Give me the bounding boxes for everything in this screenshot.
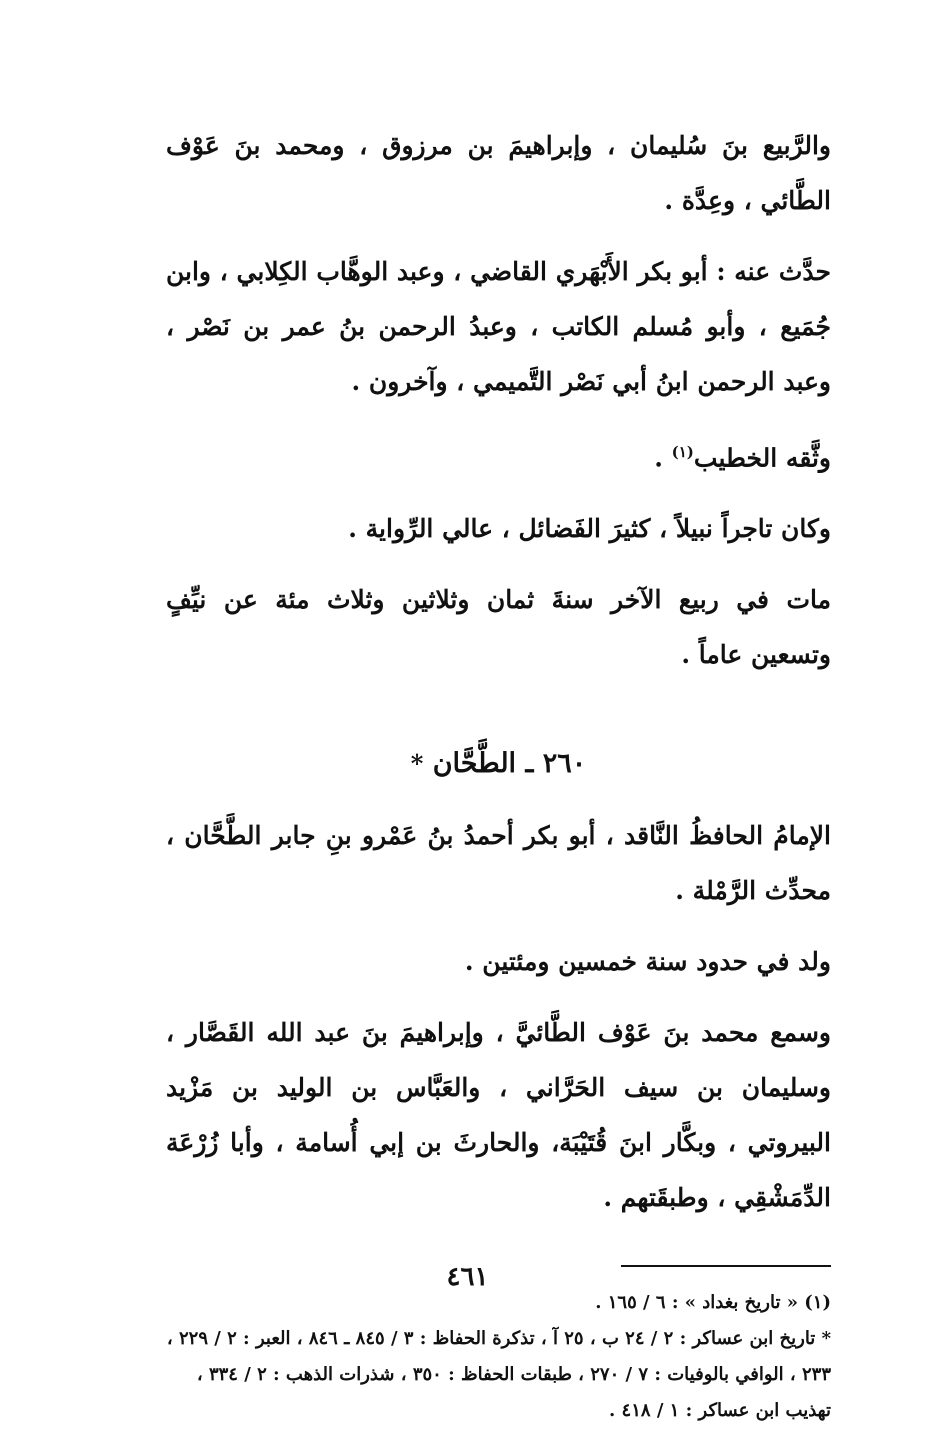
footnote-1: (١) « تاريخ بغداد » : ٦ / ١٦٥ . (595, 1292, 831, 1314)
page-number: ٤٦١ (446, 1262, 489, 1292)
teachers-tail-paragraph: والرَّبيع بنَ سُليمان ، وإبراهيمَ بن مرزوق ، ومحمد بنَ عَوْف الطَّائي ، وعِدَّة . (166, 131, 831, 215)
tawthiq-paragraph (166, 425, 831, 485)
footnote-sources: * تاريخ ابن عساكر : ٢ / ٢٤ ب ، ٢٥ آ ، تذكرة الحفاظ : ٣ / ٨٤٥ ـ ٨٤٦ ، العبر : ٢ / ٢٢٩ ، ٢٣٣ ، الوافي بالوفيات : ٧ / ٢٧٠ ، طبقات الحفاظ : ٣٥٠ ، شذرات الذهب : ٢ / ٣٣٤ ، تهذيب ابن عساكر : ١ / ٤١٨ . (166, 1328, 831, 1422)
tawthiq-text: وثَّقه الخطيب (693, 443, 831, 473)
entry-teachers-paragraph: وسمع محمد بنَ عَوْف الطَّائيَّ ، وإبراهيمَ بنَ عبد الله القَصَّار ، وسليمان بن سيف الحَرَّاني ، والعَبَّاس بن الوليد بن مَزْيد البيروتي ، وبكَّار ابنَ قُتَيْبَة، والحارثَ بن إبي أُسامة ، وأبا زُرْعَة الدِّمَشْقِي ، وطبقَتهم . (166, 1018, 831, 1213)
death-paragraph: مات في ربيع الآخر سنةَ ثمان وثلاثين وثلاث مئة عن نيِّفٍ وتسعين عاماً . (166, 585, 831, 670)
tawthiq-end: . (654, 443, 672, 473)
entry-heading (166, 734, 831, 794)
birth-paragraph: ولد في حدود سنة خمسين ومئتين . (464, 947, 831, 977)
source-mark: * (410, 749, 424, 779)
entry-title: ٢٦٠ ـ الطَّحَّان (432, 748, 587, 780)
description-paragraph: وكان تاجراً نبيلاً ، كثيرَ الفَضائل ، عالي الرِّواية . (348, 514, 831, 544)
footnote-reference: (١) (671, 443, 694, 461)
students-paragraph: حدَّث عنه : أبو بكر الأَبْهَري القاضي ، وعبد الوهَّاب الكِلابي ، وابن جُمَيع ، وأبو مُسلم الكاتب ، وعبدُ الرحمن بنُ عمر بن نَصْر ، وعبد الرحمن ابنُ أبي نَصْر التَّميمي ، وآخرون . (166, 257, 831, 396)
intro-paragraph: الإمامُ الحافظُ النَّاقد ، أبو بكر أحمدُ بنُ عَمْرو بنِ جابر الطَّحَّان ، محدِّث الرَّمْلة . (166, 821, 831, 906)
